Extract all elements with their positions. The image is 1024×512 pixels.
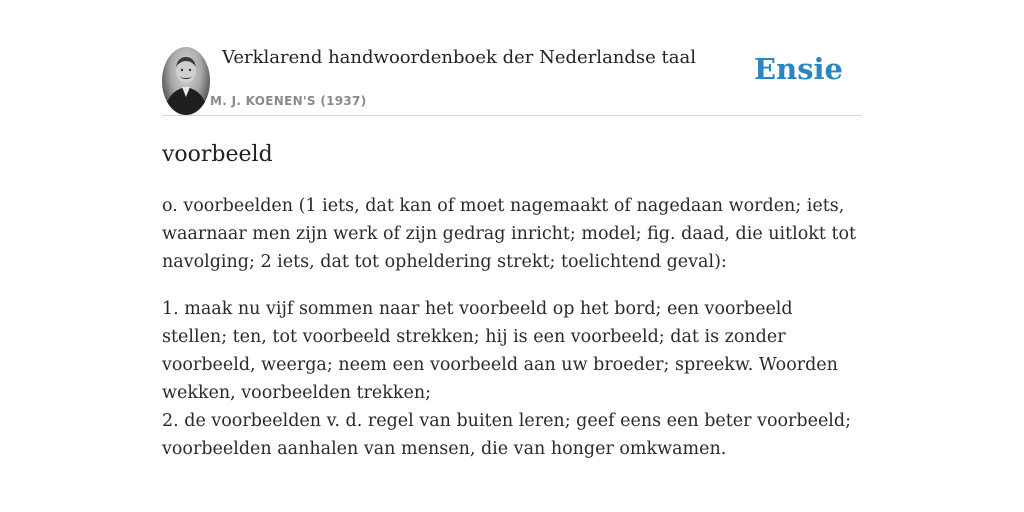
entry-examples bbox=[162, 295, 862, 463]
author-portrait-icon bbox=[162, 47, 210, 115]
ensie-logo-link[interactable]: Ensie bbox=[754, 52, 843, 86]
dictionary-header bbox=[162, 0, 862, 116]
entry-definition: o. voorbeelden (1 iets, dat kan of moet nagemaakt of nagedaan worden; iets, waarnaar men zijn werk of zijn gedrag inricht; model; fig. daad, die uitlokt tot navolging; 2 iets, dat tot opheldering strekt; toelichtend geval): bbox=[162, 196, 857, 272]
entry-headword: voorbeeld bbox=[162, 142, 273, 167]
example-paragraph-1: 1. maak nu vijf sommen naar het voorbeeld op het bord; een voorbeeld stellen; ten, tot voorbeeld strekken; hij is een voorbeeld; dat is zonder voorbeeld, weerga; neem een voorbeeld aan uw broeder; spreekw. Woorden wekken, voorbeelden trekken; bbox=[162, 299, 838, 403]
book-title: Verklarend handwoordenboek der Nederlandse taal bbox=[222, 47, 696, 68]
book-author: M. J. KOENEN'S (1937) bbox=[210, 94, 367, 108]
example-paragraph-2: 2. de voorbeelden v. d. regel van buiten leren; geef eens een beter voorbeeld; voorbeelden aanhalen van mensen, die van honger omkwamen. bbox=[162, 411, 852, 459]
